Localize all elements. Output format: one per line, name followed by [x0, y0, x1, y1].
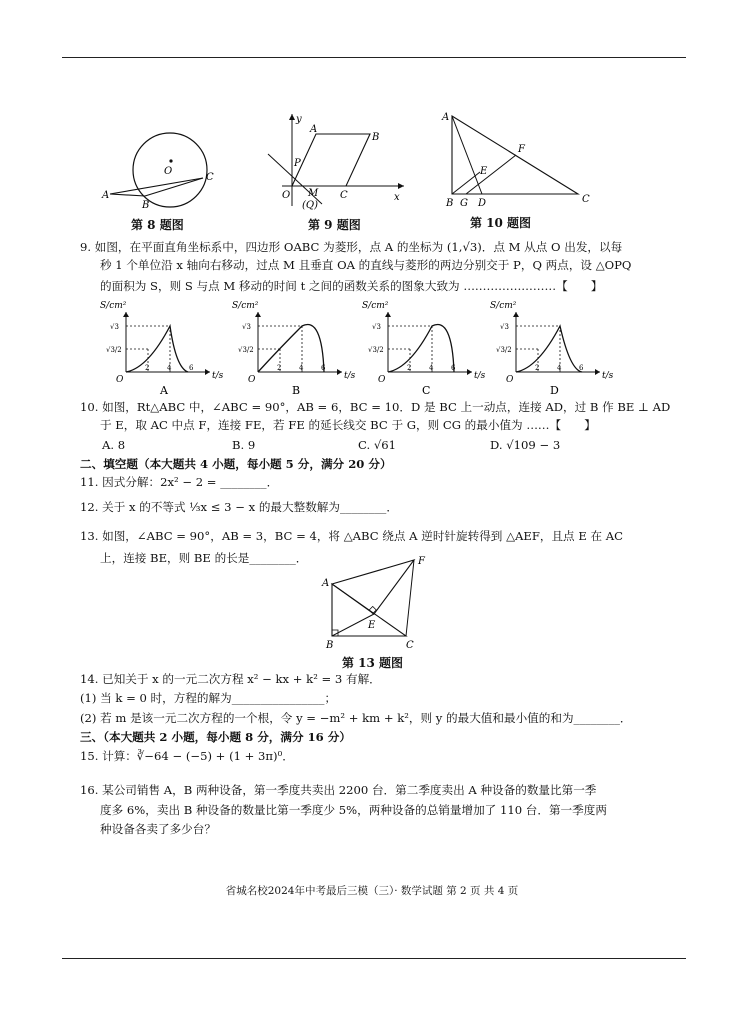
- graph-option-label: C: [422, 384, 431, 396]
- graph-x-label: t/s: [212, 371, 224, 381]
- q16-line-2: 度多 6%，卖出 B 种设备的数量比第一季度少 5%，两种设备的总销量增加了 110 台．第一季度两: [100, 803, 607, 817]
- fig8-caption: 第 8 题图: [131, 218, 184, 232]
- graph-tick-x: 4: [299, 364, 304, 372]
- graph-tick-x: 4: [557, 364, 562, 372]
- fig13-label-a: A: [322, 578, 330, 589]
- section-3-heading: 三、（本大题共 2 小题，每小题 8 分，满分 16 分）: [80, 730, 351, 744]
- curve-c: [388, 324, 454, 372]
- x-axis-arrow: [595, 369, 600, 375]
- graph-tick-x: 2: [277, 364, 282, 372]
- graph-option-label: A: [160, 384, 168, 396]
- q15: 15. 计算：∛−64 − (−5) + (1 + 3π)⁰．: [80, 749, 294, 763]
- graph-y-label: S/cm²: [100, 301, 127, 311]
- figure-8: [100, 118, 220, 212]
- curve-b: [258, 324, 324, 372]
- fig9-label-a: A: [310, 124, 318, 135]
- graph-y-label: S/cm²: [232, 301, 259, 311]
- graph-origin-label: O: [116, 375, 124, 385]
- fig9-label-x: x: [394, 192, 400, 203]
- graph-tick-y: √3/2: [106, 346, 122, 354]
- fig9-label-q: (Q): [302, 200, 319, 210]
- graph-origin-label: O: [378, 375, 386, 385]
- fig10-label-f: F: [518, 144, 525, 155]
- fig9-label-o: O: [282, 190, 291, 201]
- graph-option-label: D: [550, 384, 559, 396]
- y-axis-arrow: [513, 312, 519, 317]
- fig9-caption: 第 9 题图: [308, 218, 361, 232]
- fig8-label-c: C: [206, 172, 214, 183]
- graph-x-label: t/s: [602, 371, 614, 381]
- q9-line-2: 秒 1 个单位沿 x 轴向右移动，过点 M 且垂直 OA 的直线与菱形的两边分别交于 P，Q 两点，设 △OPQ: [100, 258, 632, 272]
- q10-option-d: D. √109 − 3: [490, 438, 561, 452]
- fig10-label-b: B: [446, 198, 454, 209]
- x-axis-arrow: [467, 369, 472, 375]
- graph-option-label: B: [292, 384, 301, 396]
- q10-option-c: C. √61: [358, 438, 396, 452]
- graph-tick-x: 2: [145, 364, 150, 372]
- fig8-label-o: O: [164, 166, 173, 177]
- graph-x-label: t/s: [474, 371, 486, 381]
- graph-x-label: t/s: [344, 371, 356, 381]
- fig8-label-a: A: [102, 190, 110, 201]
- x-axis-arrow: [205, 369, 210, 375]
- fig13-caption: 第 13 题图: [342, 656, 404, 670]
- graph-tick-y: √3/2: [368, 346, 384, 354]
- x-axis-arrow: [337, 369, 342, 375]
- figure-10: [436, 110, 596, 210]
- graph-y-label: S/cm²: [362, 301, 389, 311]
- graph-tick-x: 6: [579, 364, 584, 372]
- graph-tick-x: 4: [167, 364, 172, 372]
- graph-tick-y: √3/2: [496, 346, 512, 354]
- graph-y-label: S/cm²: [490, 301, 517, 311]
- graph-tick-y: √3/2: [238, 346, 254, 354]
- q10-option-b: B. 9: [232, 438, 256, 452]
- fig9-label-b: B: [372, 132, 380, 143]
- y-axis-arrow: [385, 312, 391, 317]
- q16-line-1: 16. 某公司销售 A，B 两种设备，第一季度共卖出 2200 台．第二季度卖出 A 种设备的数量比第一季: [80, 783, 597, 797]
- graph-origin-label: O: [506, 375, 514, 385]
- top-rule: [62, 57, 686, 58]
- figure-13: [318, 556, 434, 656]
- graph-tick-x: 6: [451, 364, 456, 372]
- fig9-label-p: P: [294, 158, 301, 169]
- figure-9: [262, 110, 412, 210]
- fig10-label-a: A: [442, 112, 450, 123]
- fig13-label-c: C: [406, 640, 414, 651]
- y-axis-arrow: [123, 312, 129, 317]
- graph-tick-y: √3: [500, 323, 509, 331]
- q10-line-1: 10. 如图，Rt△ABC 中，∠ABC = 90°，AB = 6，BC = 10．D 是 BC 上一动点，连接 AD，过 B 作 BE ⊥ AD: [80, 400, 671, 414]
- graph-tick-x: 2: [535, 364, 540, 372]
- q9-line-1: 9. 如图，在平面直角坐标系中，四边形 OABC 为菱形，点 A 的坐标为 (1,√3)．点 M 从点 O 出发，以每: [80, 240, 623, 254]
- q9-graph-a: [96, 298, 226, 396]
- q13-line-2: 上，连接 BE，则 BE 的长是________．: [100, 551, 308, 565]
- graph-tick-x: 6: [189, 364, 194, 372]
- q14-line-3: (2) 若 m 是该一元二次方程的一个根，令 y = −m² + km + k²，则 y 的最大值和最小值的和为________．: [80, 711, 632, 725]
- graph-tick-y: √3: [372, 323, 381, 331]
- bottom-rule: [62, 958, 686, 959]
- q9-line-3: 的面积为 S，则 S 与点 M 移动的时间 t 之间的函数关系的图象大致为 ……………………【 】: [100, 279, 603, 293]
- fig9-label-c: C: [340, 190, 348, 201]
- fig13-label-f: F: [418, 556, 425, 567]
- graph-tick-x: 6: [321, 364, 326, 372]
- q10-line-2: 于 E，取 AC 中点 F，连接 FE，若 FE 的延长线交 BC 于 G，则 CG 的最小值为 ……【 】: [100, 418, 596, 432]
- fig10-label-e: E: [480, 166, 488, 177]
- graph-tick-y: √3: [242, 323, 251, 331]
- section-2-heading: 二、填空题（本大题共 4 小题，每小题 5 分，满分 20 分）: [80, 457, 392, 471]
- q16-line-3: 种设备各卖了多少台？: [100, 822, 216, 836]
- fig13-label-e: E: [368, 620, 376, 631]
- graph-tick-y: √3: [110, 323, 119, 331]
- fig9-label-y: y: [296, 114, 302, 125]
- page-footer: 省城名校2024年中考最后三模（三）· 数学试题 第 2 页 共 4 页: [225, 885, 519, 897]
- graph-origin-label: O: [248, 375, 256, 385]
- graph-tick-x: 2: [407, 364, 412, 372]
- graph-tick-x: 4: [429, 364, 434, 372]
- q12: 12. 关于 x 的不等式 ⅓x ≤ 3 − x 的最大整数解为________．: [80, 500, 398, 514]
- fig10-label-c: C: [582, 194, 590, 205]
- fig13-label-b: B: [326, 640, 334, 651]
- q10-option-a: A. 8: [102, 438, 126, 452]
- fig8-label-b: B: [142, 200, 150, 211]
- fig10-label-g: G: [460, 198, 468, 209]
- fig9-label-m: M: [308, 188, 319, 199]
- q9-graph-c: [358, 298, 488, 396]
- q11: 11. 因式分解：2x² − 2 = ________．: [80, 475, 279, 489]
- y-axis-arrow: [255, 312, 261, 317]
- q9-graph-d: [486, 298, 616, 396]
- q13-line-1: 13. 如图，∠ABC = 90°，AB = 3，BC = 4，将 △ABC 绕点 A 逆时针旋转得到 △AEF，且点 E 在 AC: [80, 529, 624, 543]
- q14-line-2: (1) 当 k = 0 时，方程的解为________________；: [80, 691, 337, 705]
- q9-graph-b: [228, 298, 358, 396]
- q14-line-1: 14. 已知关于 x 的一元二次方程 x² − kx + k² = 3 有解．: [80, 672, 381, 686]
- fig10-label-d: D: [478, 198, 487, 209]
- fig10-caption: 第 10 题图: [470, 216, 532, 230]
